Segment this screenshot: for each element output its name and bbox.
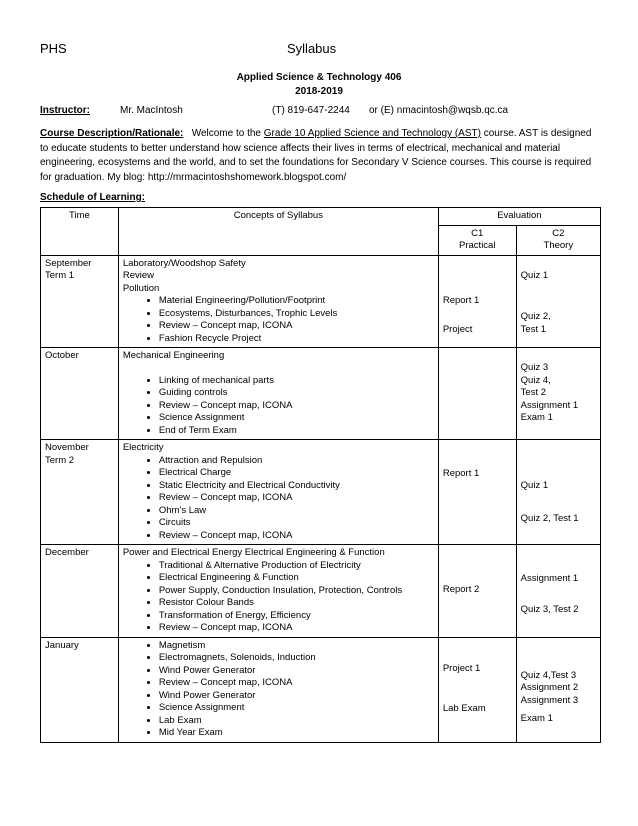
description-label: Course Description/Rationale: bbox=[40, 128, 184, 139]
concept-bullet: • Electrical Engineering & Function bbox=[159, 572, 434, 585]
concept-bullet: • Review – Concept map, ICONA bbox=[159, 622, 434, 635]
evaluation-item: Exam 1 bbox=[520, 713, 553, 724]
row-concepts bbox=[118, 545, 438, 638]
concept-bullet: • Guiding controls bbox=[159, 387, 434, 400]
evaluation-item: Project bbox=[442, 324, 473, 335]
concept-bullet: • End of Term Exam bbox=[159, 425, 434, 438]
concept-bullet: • Static Electricity and Electrical Conductivity bbox=[159, 480, 434, 493]
header-c2-sub: Theory bbox=[543, 240, 574, 251]
concept-bullet: • Mid Year Exam bbox=[159, 727, 434, 740]
table-row bbox=[41, 255, 601, 348]
instructor-name: Mr. MacIntosh bbox=[120, 105, 183, 116]
concept-bullet: • Material Engineering/Pollution/Footprint bbox=[159, 295, 434, 308]
evaluation-item: Assignment 3 bbox=[520, 694, 579, 706]
evaluation-item: Assignment 2 bbox=[520, 682, 579, 693]
evaluation-item: Quiz 1 bbox=[520, 269, 549, 281]
instructor-phone: (T) 819-647-2244 bbox=[272, 105, 350, 116]
header-c1 bbox=[438, 225, 516, 255]
row-c1 bbox=[438, 255, 516, 348]
concept-bullet: • Power Supply, Conduction Insulation, Protection, Controls bbox=[159, 585, 434, 598]
concept-bullet: • Review – Concept map, ICONA bbox=[159, 677, 434, 690]
concept-bullet: • Review – Concept map, ICONA bbox=[159, 320, 434, 333]
header-title: Syllabus bbox=[287, 41, 337, 56]
evaluation-item: Project 1 bbox=[442, 662, 481, 674]
row-c1 bbox=[438, 637, 516, 742]
row-c2 bbox=[516, 440, 600, 545]
evaluation-item: Report 2 bbox=[442, 584, 480, 595]
header-c1-label: C1 bbox=[471, 227, 484, 239]
concept-line: Laboratory/Woodshop Safety bbox=[122, 257, 246, 269]
school-year: 2018-2019 bbox=[295, 86, 343, 97]
concept-bullet: • Ohm’s Law bbox=[159, 505, 434, 518]
instructor-email: or (E) nmacintosh@wqsb.qc.ca bbox=[369, 105, 509, 116]
evaluation-item: Quiz 2, Test 1 bbox=[520, 512, 579, 524]
concept-bullet: • Review – Concept map, ICONA bbox=[159, 400, 434, 413]
concept-line: Electricity bbox=[122, 442, 164, 453]
row-time bbox=[41, 255, 119, 348]
time-line: October bbox=[45, 350, 79, 361]
instructor-label: Instructor: bbox=[40, 105, 90, 116]
evaluation-item: Test 2 bbox=[520, 387, 547, 398]
concept-bullet: • Linking of mechanical parts bbox=[159, 375, 434, 388]
concept-bullet: • Review – Concept map, ICONA bbox=[159, 530, 434, 543]
table-row bbox=[41, 637, 601, 742]
concept-bullet: • Resistor Colour Bands bbox=[159, 597, 434, 610]
concept-bullet: • Circuits bbox=[159, 517, 434, 530]
concept-bullet: • Science Assignment bbox=[159, 702, 434, 715]
time-line: November bbox=[45, 442, 89, 453]
time-line: Term 2 bbox=[45, 454, 75, 466]
evaluation-item: Lab Exam bbox=[442, 703, 486, 714]
description-course-link: Grade 10 Applied Science and Technology (AST) bbox=[263, 128, 481, 139]
course-title: Applied Science & Technology 406 bbox=[236, 72, 402, 83]
concept-bullet: • Electrical Charge bbox=[159, 467, 434, 480]
row-time bbox=[41, 440, 119, 545]
evaluation-item: Assignment 1 bbox=[520, 573, 579, 584]
evaluation-item: Report 1 bbox=[442, 294, 480, 306]
concept-bullet: • Magnetism bbox=[159, 640, 434, 653]
course-description bbox=[40, 127, 600, 185]
header-c1-sub: Practical bbox=[459, 240, 496, 251]
header-time: Time bbox=[41, 208, 119, 256]
concept-bullet: • Wind Power Generator bbox=[159, 665, 434, 678]
header-c2-label: C2 bbox=[552, 227, 565, 239]
row-c1 bbox=[438, 348, 516, 440]
concept-line: Mechanical Engineering bbox=[122, 350, 225, 361]
header-c2 bbox=[516, 225, 600, 255]
row-c2 bbox=[516, 545, 600, 638]
row-concepts bbox=[118, 255, 438, 348]
row-time bbox=[41, 545, 119, 638]
row-time bbox=[41, 637, 119, 742]
evaluation-item: Report 1 bbox=[442, 468, 480, 479]
time-line: December bbox=[45, 547, 89, 558]
row-c1 bbox=[438, 545, 516, 638]
row-c2 bbox=[516, 637, 600, 742]
concept-bullet: • Traditional & Alternative Production of Electricity bbox=[159, 560, 434, 573]
evaluation-item: Quiz 4, bbox=[520, 374, 551, 386]
concept-bullet: • Lab Exam bbox=[159, 715, 434, 728]
evaluation-item: Assignment 1 bbox=[520, 399, 579, 411]
concept-bullet: • Electromagnets, Solenoids, Induction bbox=[159, 652, 434, 665]
evaluation-item: Quiz 1 bbox=[520, 480, 549, 491]
concept-line: Power and Electrical Energy Electrical Engineering & Function bbox=[122, 547, 385, 558]
concept-line: Pollution bbox=[122, 282, 160, 294]
concept-bullet: • Science Assignment bbox=[159, 412, 434, 425]
table-row bbox=[41, 545, 601, 638]
table-row bbox=[41, 440, 601, 545]
evaluation-item: Quiz 3 bbox=[520, 362, 549, 373]
row-c2 bbox=[516, 348, 600, 440]
header-evaluation: Evaluation bbox=[438, 208, 600, 226]
concept-bullet: • Ecosystems, Disturbances, Trophic Levels bbox=[159, 308, 434, 321]
row-concepts bbox=[118, 348, 438, 440]
evaluation-item: Quiz 2, bbox=[520, 311, 551, 322]
concept-bullet: • Wind Power Generator bbox=[159, 690, 434, 703]
evaluation-item: Test 1 bbox=[520, 323, 547, 335]
time-line: September bbox=[45, 257, 92, 269]
evaluation-item: Exam 1 bbox=[520, 412, 553, 423]
header-concepts: Concepts of Syllabus bbox=[118, 208, 438, 256]
concept-bullet: • Transformation of Energy, Efficiency bbox=[159, 610, 434, 623]
row-concepts bbox=[118, 637, 438, 742]
concept-line: Review bbox=[122, 270, 154, 281]
row-time bbox=[41, 348, 119, 440]
description-part2: course. AST is designed to educate students to better understand how science affects their lives in terms of electrical, mechanical and material engineering, ecosystems and the world, and to set the foundations for Secondary V Science courses. This course is required for graduation. My blog: http://mrmacintoshshomework.blogspot.com/ bbox=[40, 128, 592, 183]
row-c1 bbox=[438, 440, 516, 545]
time-line: January bbox=[45, 639, 79, 651]
evaluation-item: Quiz 4,Test 3 bbox=[520, 669, 577, 681]
table-row bbox=[41, 348, 601, 440]
table-header-row bbox=[41, 208, 601, 226]
schedule-label: Schedule of Learning: bbox=[40, 192, 146, 203]
concept-bullet: • Attraction and Repulsion bbox=[159, 455, 434, 468]
description-part1: Welcome to the bbox=[191, 128, 264, 139]
concept-bullet: • Fashion Recycle Project bbox=[159, 333, 434, 346]
time-line: Term 1 bbox=[45, 270, 75, 281]
syllabus-table bbox=[40, 207, 601, 743]
header-school: PHS bbox=[40, 41, 67, 56]
evaluation-item: Quiz 3, Test 2 bbox=[520, 603, 579, 615]
row-concepts bbox=[118, 440, 438, 545]
concept-bullet: • Review – Concept map, ICONA bbox=[159, 492, 434, 505]
row-c2 bbox=[516, 255, 600, 348]
